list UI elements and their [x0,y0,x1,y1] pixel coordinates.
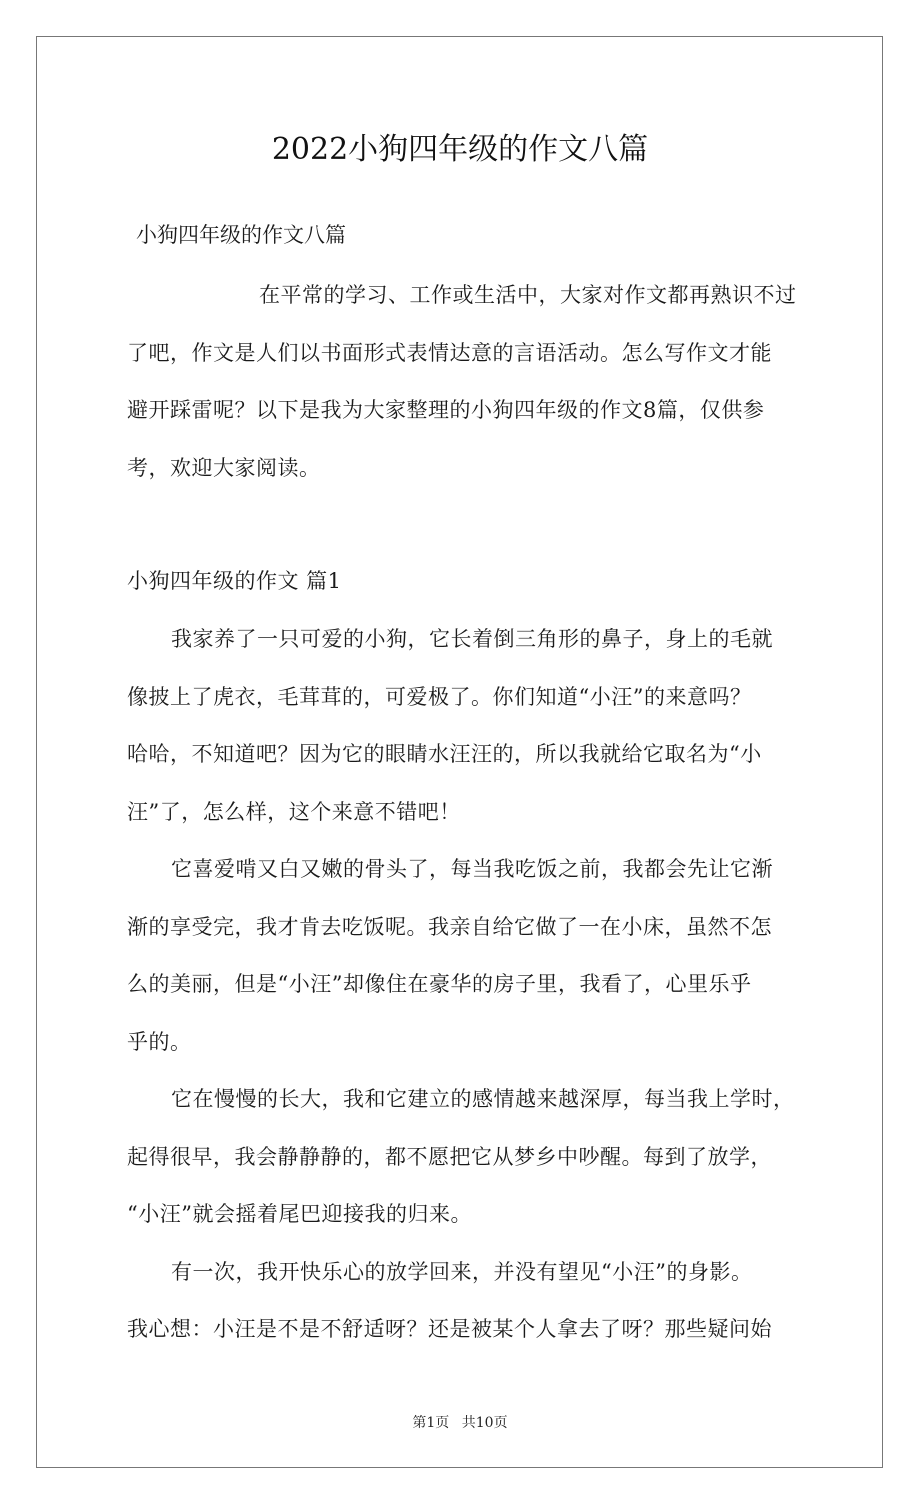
body-line: 它喜爱啃又白又嫩的骨头了，每当我吃饭之前，我都会先让它渐 [171,857,773,881]
body-line: 有一次，我开快乐心的放学回来，并没有望见“小汪”的身影。 [171,1260,753,1284]
body-line: “小汪”就会摇着尾巴迎接我的归来。 [127,1202,472,1226]
body-line: 乎的。 [127,1030,192,1054]
body-line: 么的美丽，但是“小汪”却像住在豪华的房子里，我看了，心里乐乎 [127,972,752,996]
document-subtitle: 小狗四年级的作文八篇 [136,223,346,247]
page-footer [0,1413,920,1433]
document-title: 2022小狗四年级的作文八篇 [271,132,649,167]
intro-line: 在平常的学习、工作或生活中，大家对作文都再熟识不过 [259,283,797,307]
body-line: 渐的享受完，我才肯去吃饭呢。我亲自给它做了一在小床，虽然不怎 [127,915,772,939]
body-line: 汪”了，怎么样，这个来意不错吧！ [127,800,461,824]
body-line: 起得很早，我会静静静的，都不愿把它从梦乡中吵醒。每到了放学， [127,1145,772,1169]
body-line: 它在慢慢的长大，我和它建立的感情越来越深厚，每当我上学时， [171,1087,795,1111]
intro-line: 了吧，作文是人们以书面形式表情达意的言语活动。怎么写作文才能 [127,341,772,365]
body-line: 像披上了虎衣，毛茸茸的，可爱极了。你们知道“小汪”的来意吗？ [127,685,752,709]
page-total: 共10页 [461,1415,508,1431]
page-number: 第1页 [412,1415,450,1431]
body-line: 我家养了一只可爱的小狗，它长着倒三角形的鼻子，身上的毛就 [171,627,773,651]
body-line: 我心想：小汪是不是不舒适呀？还是被某个人拿去了呀？那些疑问始 [127,1317,772,1341]
body-line: 哈哈，不知道吧？因为它的眼睛水汪汪的，所以我就给它取名为“小 [127,742,762,766]
intro-line: 避开踩雷呢？以下是我为大家整理的小狗四年级的作文8篇，仅供参 [127,398,765,422]
intro-line: 考，欢迎大家阅读。 [127,456,321,480]
section-heading: 小狗四年级的作文 篇1 [127,569,342,593]
